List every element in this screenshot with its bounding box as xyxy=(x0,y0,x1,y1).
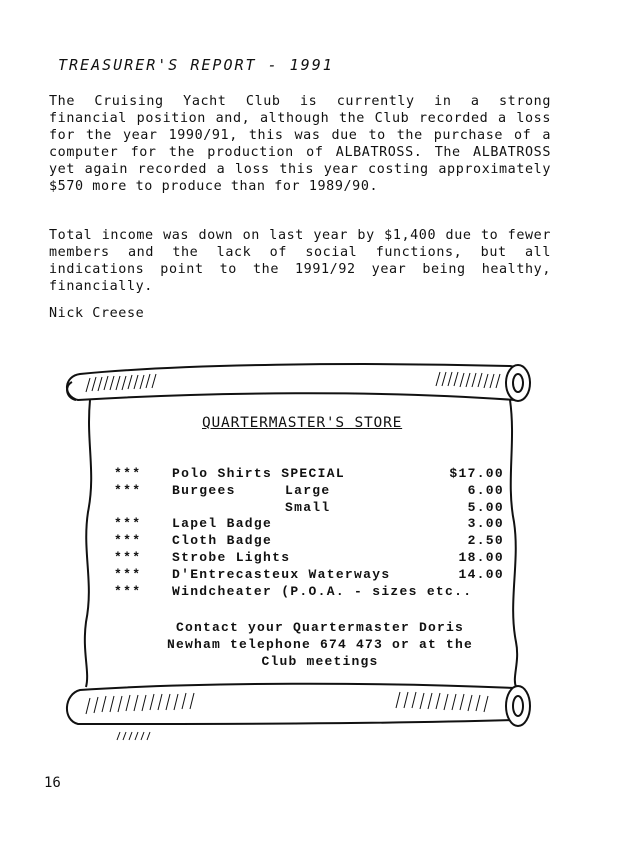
report-title: TREASURER'S REPORT - 1991 xyxy=(58,56,334,74)
item-name: D'Entrecasteux Waterways xyxy=(172,566,391,582)
item-price: $17.00 xyxy=(449,466,504,481)
store-title: QUARTERMASTER'S STORE xyxy=(202,415,403,431)
store-contact xyxy=(130,619,510,670)
item-name: Lapel Badge xyxy=(172,516,273,532)
report-paragraph-1: The Cruising Yacht Club is currently in a strong financial position and, although the Club recorded a loss for the year 1990/91, this was due to the purchase of a computer for the production of ALBATROSS. The ALBATROSS yet again recorded a loss this year costing approximately $570 more to produce than for 1989/90. xyxy=(49,94,551,194)
item-name: Windcheater (P.O.A. - sizes etc.. xyxy=(172,583,473,599)
item-price: 14.00 xyxy=(458,566,504,582)
store-item xyxy=(110,466,510,483)
report-signature: Nick Creese xyxy=(49,306,145,321)
page-number: 16 xyxy=(44,775,61,791)
store-item xyxy=(110,584,510,601)
item-name: Polo Shirts SPECIAL xyxy=(172,466,345,481)
item-price: 5.00 xyxy=(467,499,504,515)
item-stars: *** xyxy=(114,566,142,582)
item-price: 6.00 xyxy=(467,482,504,498)
store-item xyxy=(110,500,510,517)
store-item xyxy=(110,567,510,584)
contact-line-2: Newham telephone 674 473 or at the xyxy=(166,637,474,652)
report-paragraph-2: Total income was down on last year by $1,400 due to fewer members and the lack of social functions, but all indications point to the 1991/92 year being healthy, financially. xyxy=(49,228,551,294)
contact-line-1: Contact your Quartermaster Doris xyxy=(175,620,465,635)
scroll-left-edge xyxy=(85,400,91,687)
item-name: Burgees xyxy=(172,482,236,498)
scroll-top-end xyxy=(506,365,530,401)
item-size: Large xyxy=(285,482,331,498)
item-stars: *** xyxy=(114,549,142,565)
scroll-right-edge xyxy=(510,400,517,687)
item-name: Strobe Lights xyxy=(172,549,291,565)
item-price: 2.50 xyxy=(467,533,504,549)
item-name: Cloth Badge xyxy=(172,533,273,549)
item-stars: *** xyxy=(114,583,142,599)
store-item xyxy=(110,483,510,500)
item-price: 3.00 xyxy=(467,516,504,532)
item-price: 18.00 xyxy=(458,549,504,565)
item-stars: *** xyxy=(114,466,142,481)
item-stars: *** xyxy=(114,533,142,549)
store-item xyxy=(110,516,510,533)
item-stars: *** xyxy=(114,516,142,532)
contact-line-3: Club meetings xyxy=(261,654,379,669)
store-item xyxy=(110,533,510,550)
store-item-list xyxy=(110,466,510,600)
item-size: Small xyxy=(285,499,331,515)
store-item xyxy=(110,550,510,567)
scroll-bottom-end xyxy=(506,686,530,726)
item-stars: *** xyxy=(114,482,142,498)
